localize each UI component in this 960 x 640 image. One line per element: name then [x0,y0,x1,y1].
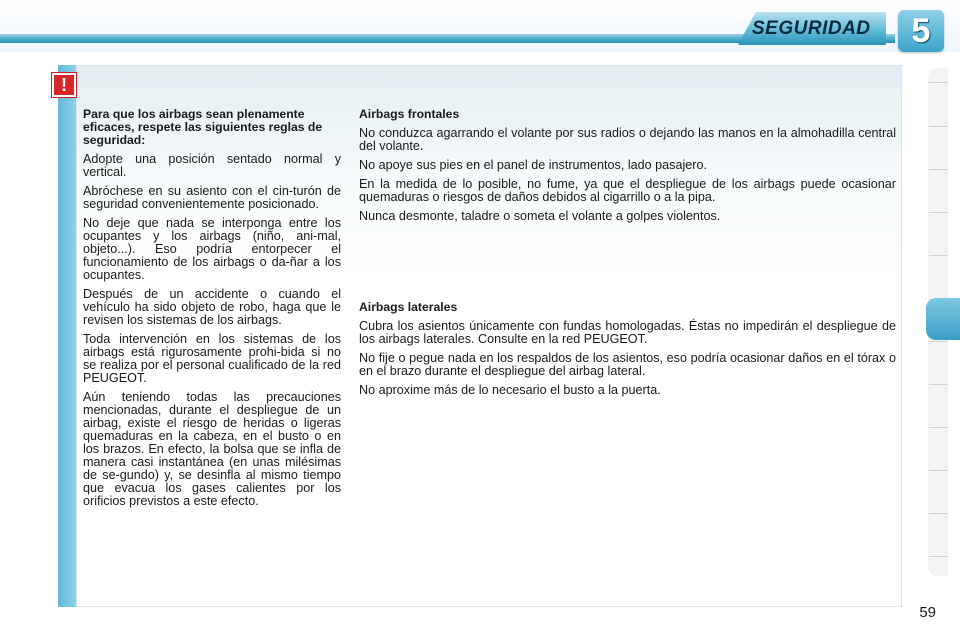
paragraph: Toda intervención en los sistemas de los airbags está rigurosamente prohi-bida si no se realiza por el personal cualificado de la red PEUGEOT. [83,332,341,385]
paragraph: En la medida de lo posible, no fume, ya que el despliegue de los airbags puede ocasionar quemaduras o riesgos de daños debidos al cigarrillo o a la pipa. [359,177,896,204]
paragraph: Abróchese en su asiento con el cin-turón de seguridad convenientemente posicionado. [83,184,341,211]
tab-divider [929,82,947,83]
tab-divider [929,169,947,170]
paragraph: No conduzca agarrando el volante por sus radios o dejando las manos en la almohadilla central del volante. [359,126,896,153]
paragraph: No apoye sus pies en el panel de instrumentos, lado pasajero. [359,158,707,172]
paragraph: Cubra los asientos únicamente con fundas homologadas. Éstas no impedirán el despliegue de los airbags laterales. Consulte en la red PEUGEOT. [359,319,896,346]
paragraph: No deje que nada se interponga entre los ocupantes y los airbags (niño, ani-mal, objeto...). Eso podría entorpecer el funcionamiento de los airbags o da-ñar a los ocupantes. [83,216,341,282]
chapter-number-badge: 5 [898,10,944,52]
paragraph: Después de un accidente o cuando el vehículo ha sido objeto de robo, haga que le revisen los sistemas de los airbags. [83,287,341,327]
tab-divider [929,556,947,557]
tab-divider [929,513,947,514]
section-spacer [359,229,896,301]
tab-divider [929,470,947,471]
section-title: SEGURIDAD [752,18,871,39]
left-column-heading: Para que los airbags sean plenamente eficaces, respete las siguientes reglas de seguridad: [83,107,323,147]
frontal-airbags-heading: Airbags frontales [359,107,460,121]
side-airbags-heading: Airbags laterales [359,300,458,314]
tab-divider [929,384,947,385]
left-column [83,108,341,514]
paragraph: Nunca desmonte, taladre o someta el volante a golpes violentos. [359,209,721,223]
warning-icon: ! [52,73,76,97]
paragraph: No aproxime más de lo necesario el busto a la puerta. [359,383,661,397]
left-accent-rail [58,65,76,607]
tab-divider [929,255,947,256]
page-number: 59 [919,604,936,621]
tab-divider [929,427,947,428]
paragraph: Adopte una posición sentado normal y vertical. [83,152,341,179]
tab-divider [929,126,947,127]
paragraph: Aún teniendo todas las precauciones mencionadas, durante el despliegue de un airbag, existe el riesgo de heridas o ligeras quemaduras en la cabeza, en el busto o en los brazos. En efecto, la bolsa que se infla de manera casi instantánea (en unas milésimas de se-gundo) y, se desinfla al mismo tiempo que evacua los gases calientes por los orificios previstos a este efecto. [83,390,341,508]
chapter-tab-active[interactable] [926,298,960,340]
tab-divider [929,341,947,342]
right-column [359,108,896,403]
tab-divider [929,212,947,213]
paragraph: No fije o pegue nada en los respaldos de los asientos, eso podría ocasionar daños en el tórax o en el brazo durante el despliegue del airbag lateral. [359,351,896,378]
